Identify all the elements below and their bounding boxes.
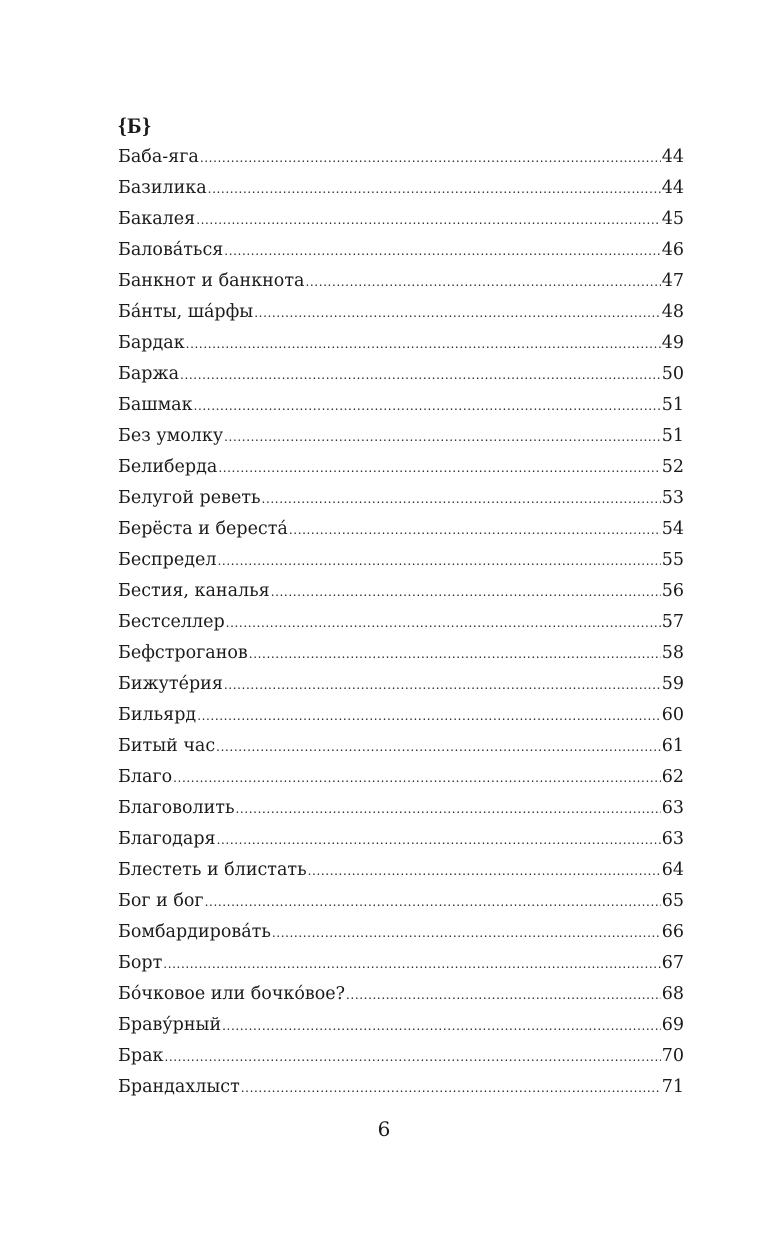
toc-entry-page: 70 xyxy=(661,1046,684,1066)
toc-entry-page: 54 xyxy=(661,519,684,539)
toc-entry xyxy=(118,204,684,235)
toc-entry-title: Благодаря xyxy=(118,829,216,849)
toc-entry xyxy=(118,266,684,297)
dot-leader xyxy=(186,329,661,359)
dot-leader xyxy=(197,701,661,731)
toc-entry-title: Брак xyxy=(118,1046,164,1066)
page-number: 6 xyxy=(377,1117,391,1141)
dot-leader xyxy=(218,546,661,576)
toc-entry xyxy=(118,917,684,948)
toc-entry xyxy=(118,297,684,328)
toc-entry xyxy=(118,607,684,638)
toc-entry xyxy=(118,824,684,855)
dot-leader xyxy=(271,577,661,607)
dot-leader xyxy=(216,732,661,762)
toc-entry xyxy=(118,793,684,824)
toc-entry-page: 59 xyxy=(661,674,684,694)
dot-leader xyxy=(224,422,661,452)
toc-entry xyxy=(118,1041,684,1072)
dot-leader xyxy=(289,515,661,545)
dot-leader xyxy=(305,267,660,297)
toc-entry xyxy=(118,576,684,607)
toc-entry-title: Белиберда xyxy=(118,457,218,477)
toc-entry-title: Бакалея xyxy=(118,209,196,229)
toc-entry-title: Брандахлыст xyxy=(118,1077,240,1097)
toc-entry-page: 47 xyxy=(661,271,684,291)
toc-entry-page: 71 xyxy=(661,1077,684,1097)
toc-entry-page: 51 xyxy=(661,426,684,446)
dot-leader xyxy=(163,949,660,979)
toc-entry xyxy=(118,173,684,204)
toc-entry-page: 62 xyxy=(661,767,684,787)
toc-entry-title: Благоволить xyxy=(118,798,235,818)
toc-entry xyxy=(118,855,684,886)
toc-entry-title: Белугой реветь xyxy=(118,488,261,508)
dot-leader xyxy=(308,856,661,886)
toc-entry xyxy=(118,979,684,1010)
dot-leader xyxy=(200,143,661,173)
toc-entry-title: Башмак xyxy=(118,395,193,415)
toc-entry-page: 61 xyxy=(661,736,684,756)
toc-entry xyxy=(118,731,684,762)
toc-entry-page: 68 xyxy=(661,984,684,1004)
toc-entry-page: 46 xyxy=(661,240,684,260)
toc-entry xyxy=(118,142,684,173)
table-of-contents xyxy=(118,142,684,1103)
dot-leader xyxy=(262,484,661,514)
toc-entry-page: 58 xyxy=(661,643,684,663)
toc-entry xyxy=(118,421,684,452)
toc-entry-title: Бижуте́рия xyxy=(118,674,223,694)
toc-entry-page: 45 xyxy=(661,209,684,229)
toc-entry-page: 65 xyxy=(661,891,684,911)
dot-leader xyxy=(241,1073,661,1103)
toc-entry xyxy=(118,669,684,700)
toc-entry-page: 53 xyxy=(661,488,684,508)
toc-entry-title: Битый час xyxy=(118,736,216,756)
toc-entry xyxy=(118,638,684,669)
toc-entry xyxy=(118,545,684,576)
dot-leader xyxy=(224,236,660,266)
toc-entry-title: Бефстроганов xyxy=(118,643,248,663)
toc-entry xyxy=(118,483,684,514)
dot-leader xyxy=(226,608,661,638)
toc-entry-title: Балова́ться xyxy=(118,240,224,260)
dot-leader xyxy=(205,887,661,917)
toc-entry-title: Базилика xyxy=(118,178,207,198)
toc-entry xyxy=(118,235,684,266)
dot-leader xyxy=(173,763,661,793)
dot-leader xyxy=(346,980,661,1010)
dot-leader xyxy=(222,1011,661,1041)
toc-entry-title: Берёста и береста́ xyxy=(118,519,288,539)
toc-entry xyxy=(118,1072,684,1103)
toc-entry-page: 51 xyxy=(661,395,684,415)
toc-entry-title: Бардак xyxy=(118,333,185,353)
toc-entry-title: Без умолку xyxy=(118,426,224,446)
toc-entry xyxy=(118,886,684,917)
toc-entry-title: Баржа xyxy=(118,364,180,384)
toc-entry-title: Банкнот и банкнота xyxy=(118,271,305,291)
toc-entry-page: 67 xyxy=(661,953,684,973)
dot-leader xyxy=(194,391,661,421)
toc-entry-page: 57 xyxy=(661,612,684,632)
toc-entry-title: Борт xyxy=(118,953,163,973)
toc-entry-page: 64 xyxy=(661,860,684,880)
toc-entry-title: Беспредел xyxy=(118,550,217,570)
toc-entry-title: Бомбардирова́ть xyxy=(118,922,271,942)
toc-entry-title: Бильярд xyxy=(118,705,197,725)
toc-entry-page: 55 xyxy=(661,550,684,570)
toc-entry-page: 63 xyxy=(661,829,684,849)
toc-entry-page: 44 xyxy=(661,178,684,198)
toc-entry-title: Бо́чковое или бочко́вое? xyxy=(118,984,345,1004)
toc-entry-title: Бестселлер xyxy=(118,612,225,632)
toc-entry-page: 56 xyxy=(661,581,684,601)
toc-entry-title: Благо xyxy=(118,767,173,787)
toc-entry-title: Браву́рный xyxy=(118,1015,222,1035)
toc-entry-page: 49 xyxy=(661,333,684,353)
toc-entry-page: 50 xyxy=(661,364,684,384)
dot-leader xyxy=(218,453,660,483)
toc-entry xyxy=(118,1010,684,1041)
toc-entry-title: Баба-яга xyxy=(118,147,199,167)
dot-leader xyxy=(180,360,661,390)
dot-leader xyxy=(224,670,661,700)
toc-entry-page: 69 xyxy=(661,1015,684,1035)
dot-leader xyxy=(272,918,661,948)
dot-leader xyxy=(254,298,660,328)
toc-entry xyxy=(118,762,684,793)
section-heading: {Б} xyxy=(118,113,152,138)
dot-leader xyxy=(249,639,661,669)
toc-entry-page: 44 xyxy=(661,147,684,167)
dot-leader xyxy=(208,174,661,204)
toc-entry-page: 60 xyxy=(661,705,684,725)
toc-entry-title: Ба́нты, ша́рфы xyxy=(118,302,254,322)
toc-entry xyxy=(118,452,684,483)
dot-leader xyxy=(164,1042,660,1072)
toc-entry-page: 63 xyxy=(661,798,684,818)
toc-entry-page: 48 xyxy=(661,302,684,322)
toc-entry-title: Бог и бог xyxy=(118,891,204,911)
toc-entry-title: Бестия, каналья xyxy=(118,581,270,601)
toc-entry xyxy=(118,948,684,979)
toc-entry xyxy=(118,700,684,731)
dot-leader xyxy=(217,825,661,855)
dot-leader xyxy=(236,794,661,824)
toc-entry xyxy=(118,514,684,545)
toc-entry-page: 66 xyxy=(661,922,684,942)
toc-entry-page: 52 xyxy=(661,457,684,477)
toc-entry xyxy=(118,390,684,421)
toc-entry xyxy=(118,328,684,359)
toc-entry-title: Блестеть и блистать xyxy=(118,860,307,880)
dot-leader xyxy=(196,205,661,235)
toc-entry xyxy=(118,359,684,390)
